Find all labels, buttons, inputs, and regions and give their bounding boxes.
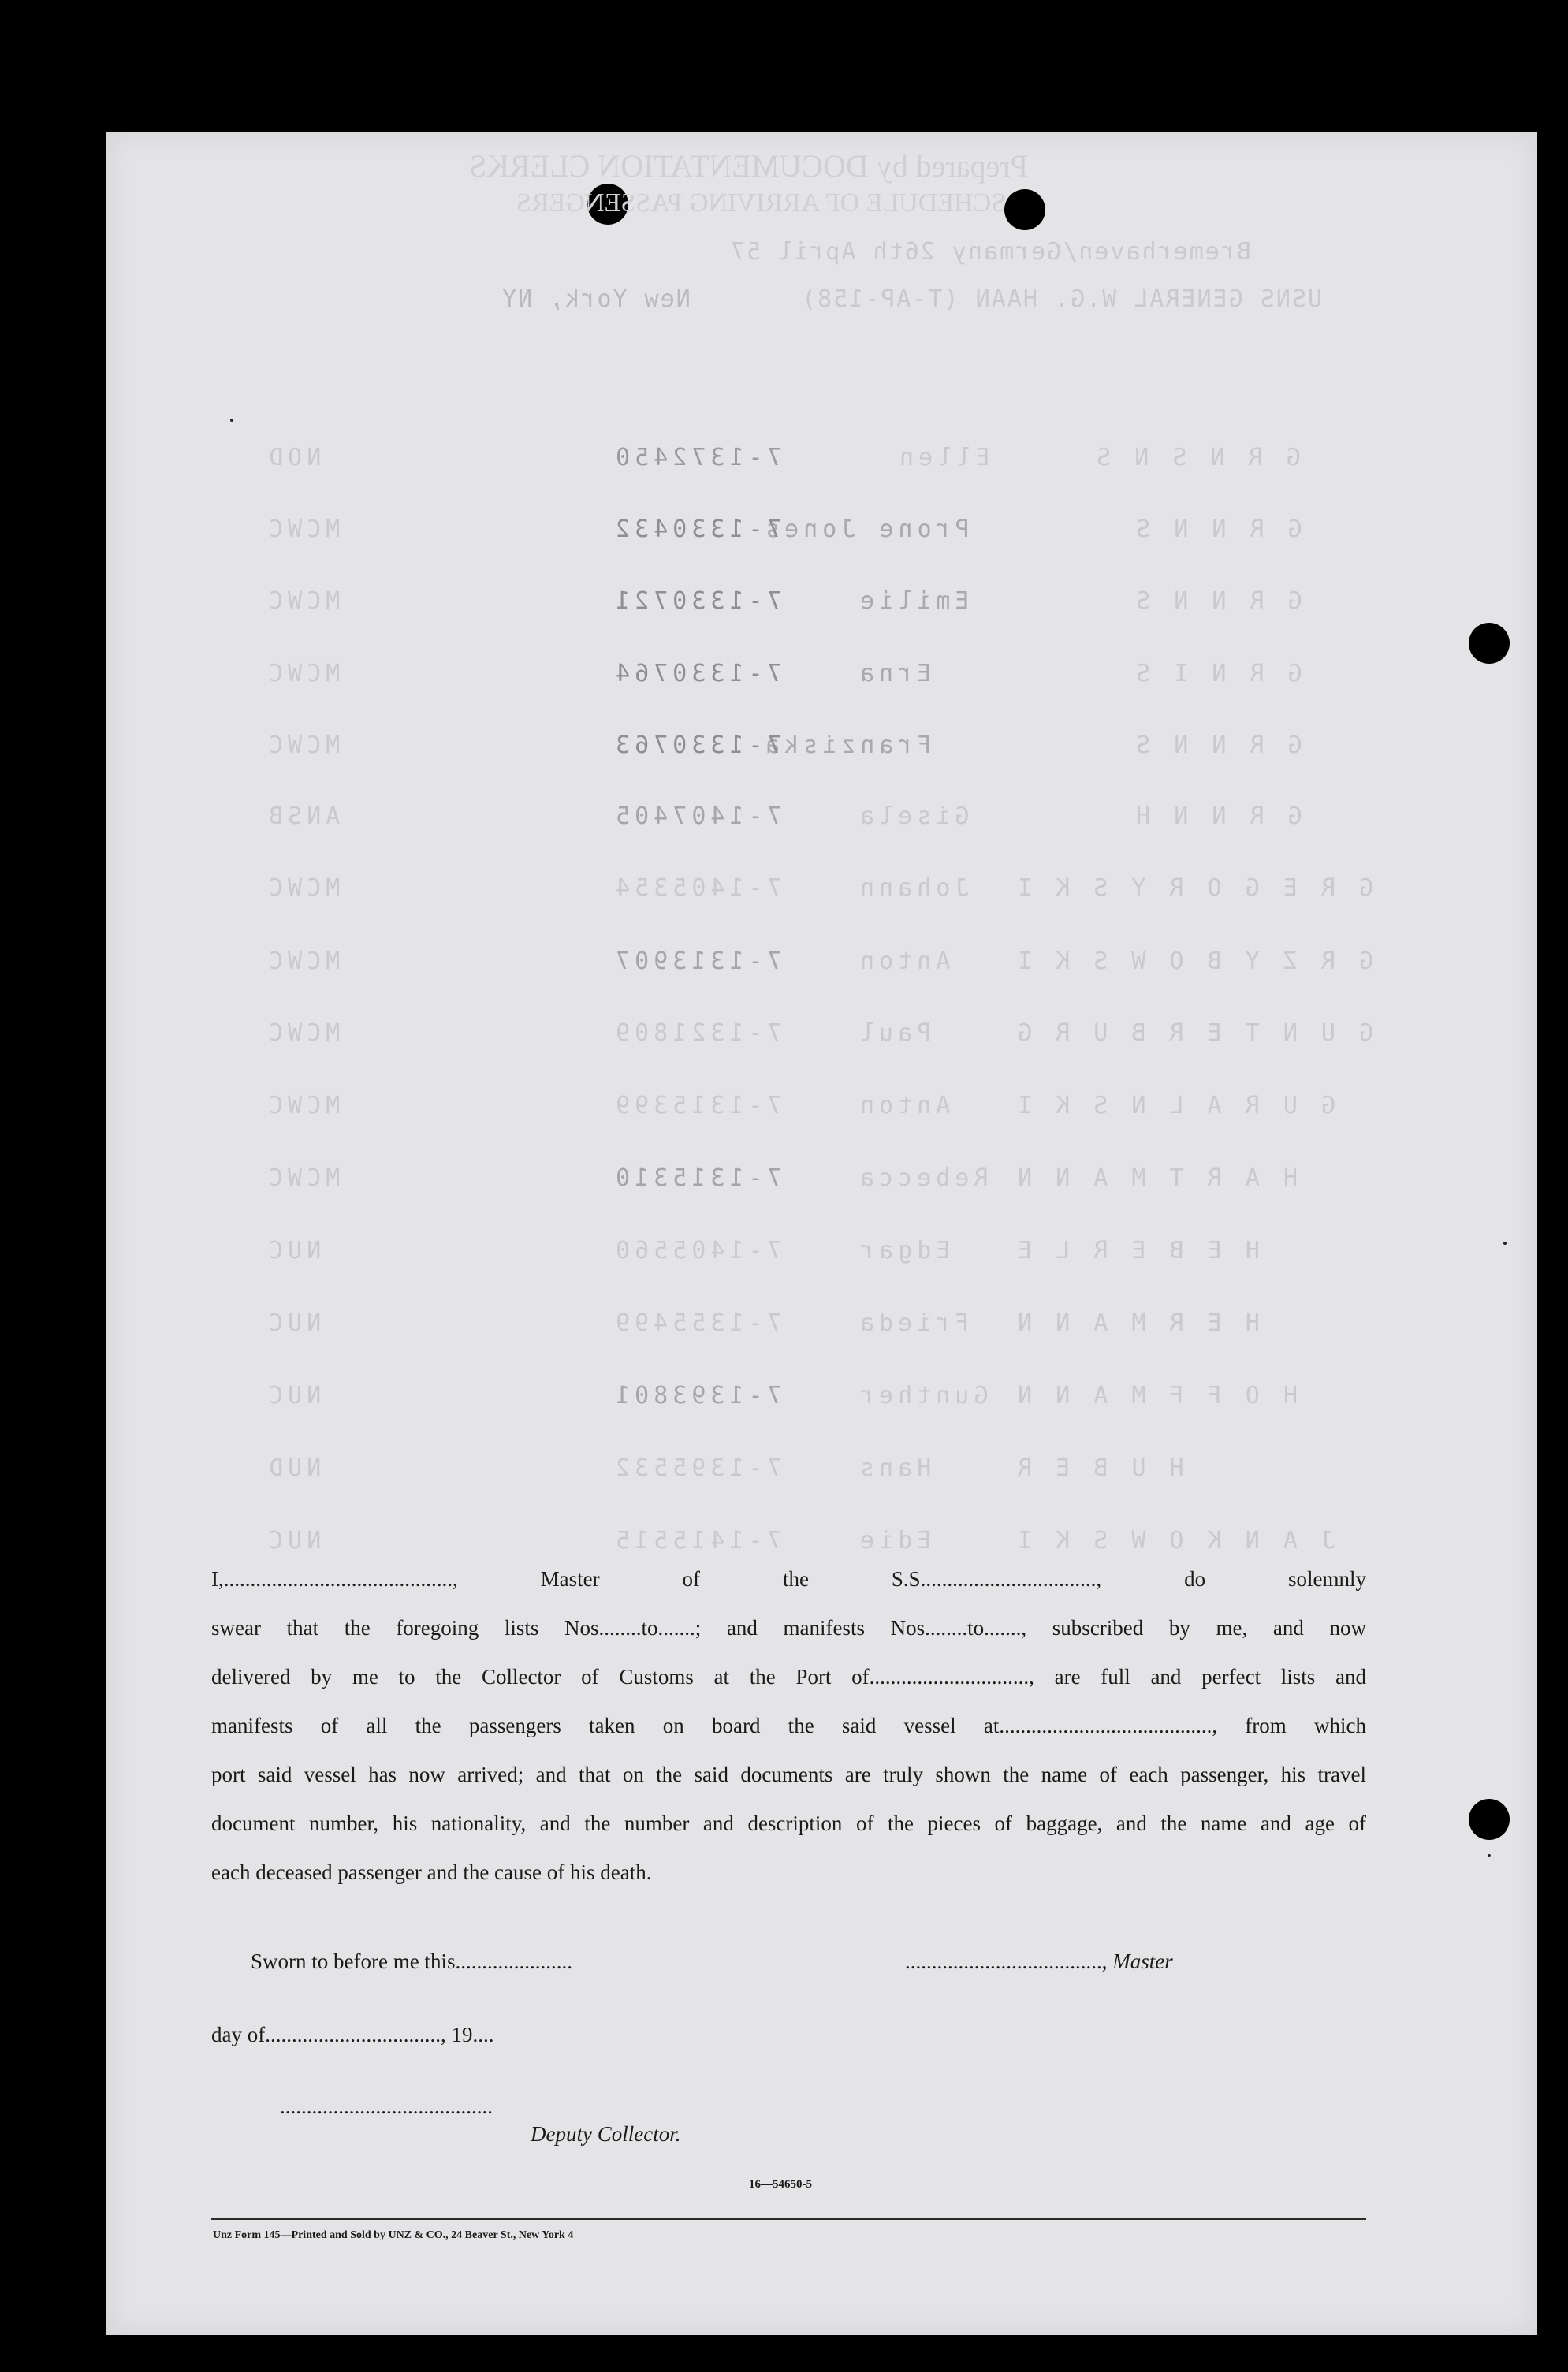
punch-hole-right-upper [1469, 623, 1510, 664]
bleed-row-name: G R E G O R Y S K I [1013, 874, 1374, 902]
day-of-text: day of................................., 19.... [211, 2023, 494, 2046]
deputy-signature-dots: ........................................ [280, 2095, 493, 2118]
bleed-row-num: 7-1393801 [611, 1382, 782, 1409]
bleed-row-given: Gisela [855, 802, 970, 830]
bleed-row-code: MCWC [264, 1092, 341, 1119]
bleed-header-1: Prepared by DOCUMENTATION CLERKS [469, 148, 1028, 184]
bleed-row-num: 7-1321809 [611, 1019, 782, 1047]
bleed-row-code: NUC [264, 1309, 322, 1337]
footer-rule [211, 2218, 1366, 2220]
bleed-row-code: MCWC [264, 660, 341, 687]
bleed-row-given: Franziska [761, 732, 932, 759]
bleed-line-c: New York, NY [501, 285, 691, 313]
bleed-row-num: 7-1372450 [611, 444, 782, 471]
bleed-row-given: Johann [855, 874, 970, 902]
bleed-row-num: 7-1405354 [611, 874, 782, 902]
master-label: Master [1112, 1949, 1173, 1973]
bleed-row-code: MCWC [264, 948, 341, 975]
bleed-row-name: G U N T E R B U R G [1013, 1019, 1374, 1047]
bleed-row-num: 7-1315310 [611, 1164, 782, 1192]
bleed-row-name: J A N K O W S K I [1013, 1527, 1336, 1555]
deputy-collector-label: Deputy Collector. [531, 2122, 681, 2146]
bleed-row-num: 7-1330432 [611, 516, 782, 543]
bleed-row-code: NUC [264, 1527, 322, 1555]
bleed-row-num: 7-1330763 [611, 732, 782, 759]
bleed-row-num: 7-1395532 [611, 1454, 782, 1482]
speck [1488, 1854, 1491, 1857]
bleed-row-num: 7-1313907 [611, 948, 782, 975]
bleed-row-name: G R N N H [1131, 802, 1302, 830]
bleed-row-given: Emilie [855, 587, 970, 615]
bleed-row-name: G U R A L N S K I [1013, 1092, 1336, 1119]
bleed-row-code: NUC [264, 1382, 322, 1409]
bleed-row-num: 7-1405560 [611, 1237, 782, 1264]
bleed-row-num: 7-1415515 [611, 1527, 782, 1555]
oath-line-4: manifests of all the passengers taken on board the said vessel at........................................, from which [211, 1714, 1366, 1737]
bleed-row-name: H U B E R [1013, 1454, 1184, 1482]
bleed-row-name: G R N N S [1131, 587, 1302, 615]
bleed-line-b: USNS GENERAL W.G. HAAN (T-AP-158) [800, 285, 1323, 313]
bleed-row-code: NUD [264, 1454, 322, 1482]
bleed-row-num: 7-1407405 [611, 802, 782, 830]
sworn-before-text: Sworn to before me this...................... [251, 1949, 572, 1973]
bleed-row-given: Gunther [855, 1382, 989, 1409]
bleed-row-num: 7-1330764 [611, 660, 782, 687]
bleed-row-code: NUC [264, 1237, 322, 1264]
bleed-row-code: MCWC [264, 1164, 341, 1192]
oath-line-5: port said vessel has now arrived; and that on the said documents are truly shown the name of each passenger, his travel [211, 1763, 1366, 1786]
bleed-row-given: Frieda [855, 1309, 970, 1337]
bleed-row-given: Erna [855, 660, 932, 687]
bleed-row-given: Edgar [855, 1237, 951, 1264]
bleed-row-given: Hans [855, 1454, 932, 1482]
bleed-row-given: Rebecca [855, 1164, 989, 1192]
bleed-row-name: G R N N S [1131, 732, 1302, 759]
bleed-row-name: G R Z Y B O W S K I [1013, 948, 1374, 975]
bleed-row-name: H O F F M A N N [1013, 1382, 1298, 1409]
bleed-row-given: Ellen [895, 444, 990, 471]
bleed-row-code: MCWC [264, 587, 341, 615]
oath-line-1: I,..........................................., Master of the S.S................................., do solemnly [211, 1567, 1366, 1591]
document-page [106, 132, 1537, 2335]
bleed-row-num: 7-1330721 [611, 587, 782, 615]
bleed-header-2: SCHEDULE OF ARRIVING PASSENGERS [516, 188, 1007, 218]
bleed-row-code: ANSB [264, 802, 341, 830]
bleed-row-name: H E B E R L E [1013, 1237, 1260, 1264]
speck [1503, 1242, 1507, 1245]
printer-footer: Unz Form 145—Printed and Sold by UNZ & CO., 24 Beaver St., New York 4 [213, 2229, 574, 2241]
bleed-row-num: 7-1355499 [611, 1309, 782, 1337]
bleed-row-code: MCWC [264, 874, 341, 902]
bleed-row-given: Paul [855, 1019, 932, 1047]
bleed-row-given: Edie [855, 1527, 932, 1555]
bleed-row-code: MCWC [264, 516, 341, 543]
bleed-row-name: G R N I S [1131, 660, 1302, 687]
bleed-row-given: Anton [855, 948, 951, 975]
oath-line-6: document number, his nationality, and the number and description of the pieces of baggage, and the name and age of [211, 1812, 1366, 1835]
bleed-row-given: Prone Jones [761, 516, 970, 543]
speck [230, 419, 233, 422]
bleed-row-code: NOD [264, 444, 322, 471]
master-dots: ....................................., [905, 1949, 1108, 1973]
punch-hole-top-right [1004, 189, 1045, 230]
oath-line-7: each deceased passenger and the cause of his death. [211, 1860, 652, 1884]
bleed-row-name: G R N N S [1131, 516, 1302, 543]
form-number: 16—54650-5 [749, 2178, 812, 2191]
bleed-row-code: MCWC [264, 1019, 341, 1047]
bleed-row-given: Anton [855, 1092, 951, 1119]
bleed-row-code: MCWC [264, 732, 341, 759]
bleed-row-name: H E R M A N N [1013, 1309, 1260, 1337]
oath-line-3: delivered by me to the Collector of Customs at the Port of.............................., are full and perfect lists and [211, 1665, 1366, 1689]
master-signature-line [905, 1949, 1173, 1974]
bleed-row-name: H A R T M A N N [1013, 1164, 1298, 1192]
punch-hole-right-lower [1469, 1799, 1510, 1840]
bleed-row-name: G R N S N S [1092, 444, 1301, 471]
oath-line-2: swear that the foregoing lists Nos........to.......; and manifests Nos........to......., subscribed by me, and now [211, 1616, 1366, 1640]
bleed-row-num: 7-1315399 [611, 1092, 782, 1119]
bleed-line-a: Bremerhaven/Germany 26th April 57 [729, 238, 1252, 266]
